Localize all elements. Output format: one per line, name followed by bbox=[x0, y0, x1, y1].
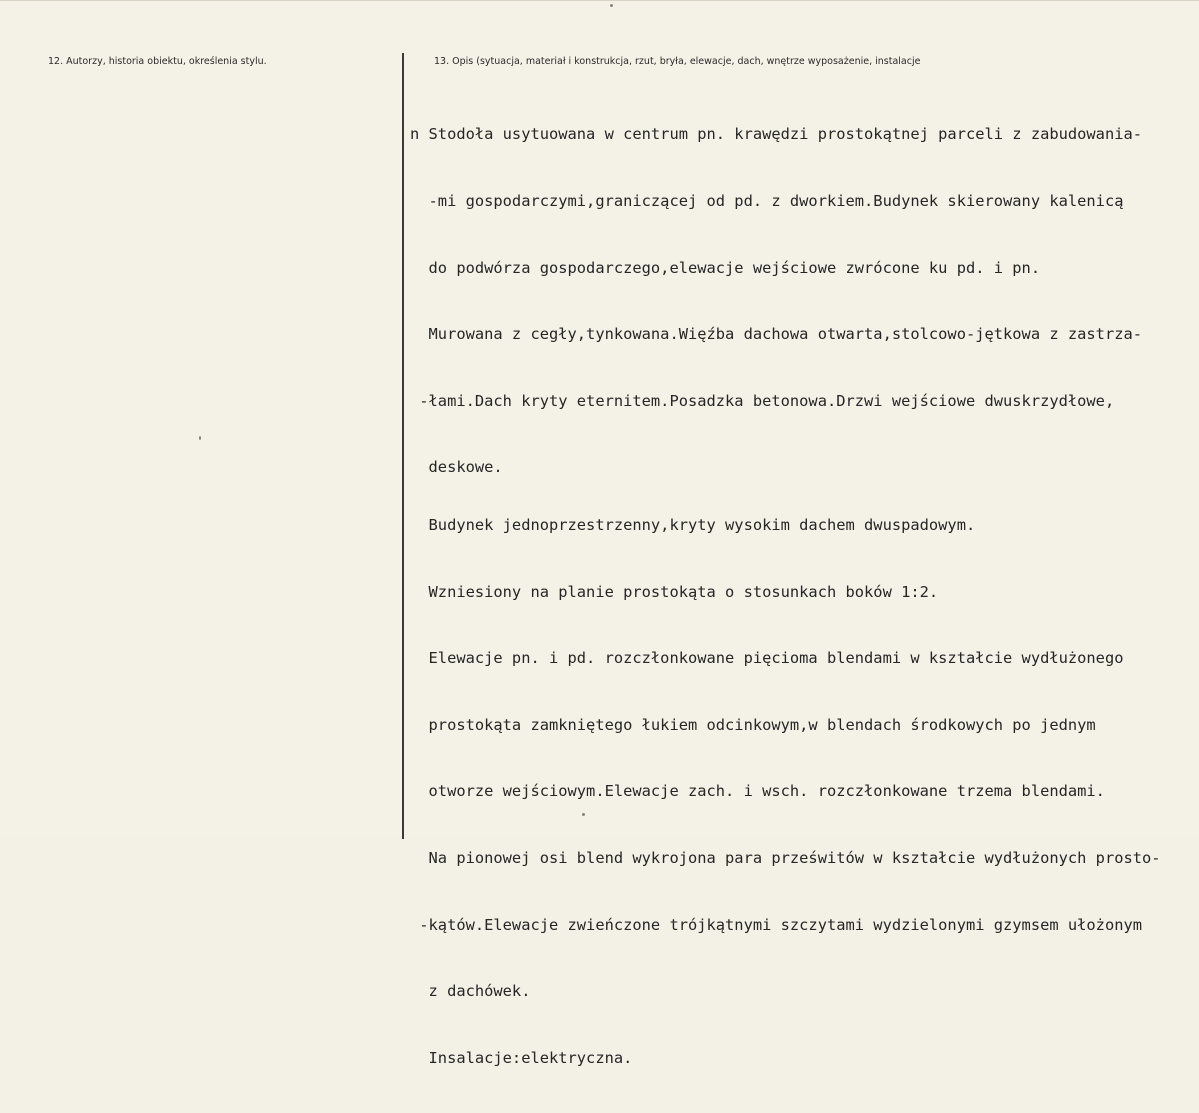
text-line: prostokąta zamkniętego łukiem odcinkowym,w blendach środkowych po jednym bbox=[410, 715, 1096, 734]
text-line: do podwórza gospodarczego,elewacje wejściowe zwrócone ku pd. i pn. bbox=[410, 258, 1041, 277]
text-line: deskowe. bbox=[410, 458, 503, 477]
column-divider bbox=[402, 53, 404, 839]
text-line: Wzniesiony na planie prostokąta o stosunkach boków 1:2. bbox=[410, 582, 939, 601]
text-line: otworze wejściowym.Elewacje zach. i wsch. rozczłonkowane trzema blendami. bbox=[410, 782, 1105, 801]
text-line: -kątów.Elewacje zwieńczone trójkątnymi szczytami wydzielonymi gzymsem ułożonym bbox=[410, 915, 1143, 934]
paper-speck bbox=[199, 436, 201, 440]
text-line: -łami.Dach kryty eternitem.Posadzka betonowa.Drzwi wejściowe dwuskrzydłowe, bbox=[410, 391, 1115, 410]
paper-speck bbox=[582, 813, 585, 816]
paper-speck bbox=[610, 4, 613, 7]
text-line: Na pionowej osi blend wykrojona para prześwitów w kształcie wydłużonych prosto- bbox=[410, 848, 1161, 867]
text-line: n Stodoła usytuowana w centrum pn. krawędzi prostokątnej parceli z zabudowania- bbox=[410, 125, 1143, 144]
text-line: Murowana z cegły,tynkowana.Więźba dachowa otwarta,stolcowo-jętkowa z zastrza- bbox=[410, 325, 1143, 344]
section-13-heading: 13. Opis (sytuacja, materiał i konstrukcja, rzut, bryła, elewacje, dach, wnętrze wyposażenie, instalacje bbox=[434, 56, 921, 67]
text-line: z dachówek. bbox=[410, 982, 531, 1001]
text-line: Budynek jednoprzestrzenny,kryty wysokim dachem dwuspadowym. bbox=[410, 515, 976, 534]
typed-description bbox=[410, 79, 1190, 1113]
text-line: Elewacje pn. i pd. rozczłonkowane pięcioma blendami w kształcie wydłużonego bbox=[410, 649, 1124, 668]
text-line: -mi gospodarczymi,graniczącej od pd. z dworkiem.Budynek skierowany kalenicą bbox=[410, 192, 1124, 210]
section-12-heading: 12. Autorzy, historia obiektu, określenia stylu. bbox=[48, 56, 267, 67]
text-line: Insalacje:elektryczna. bbox=[410, 1048, 633, 1067]
